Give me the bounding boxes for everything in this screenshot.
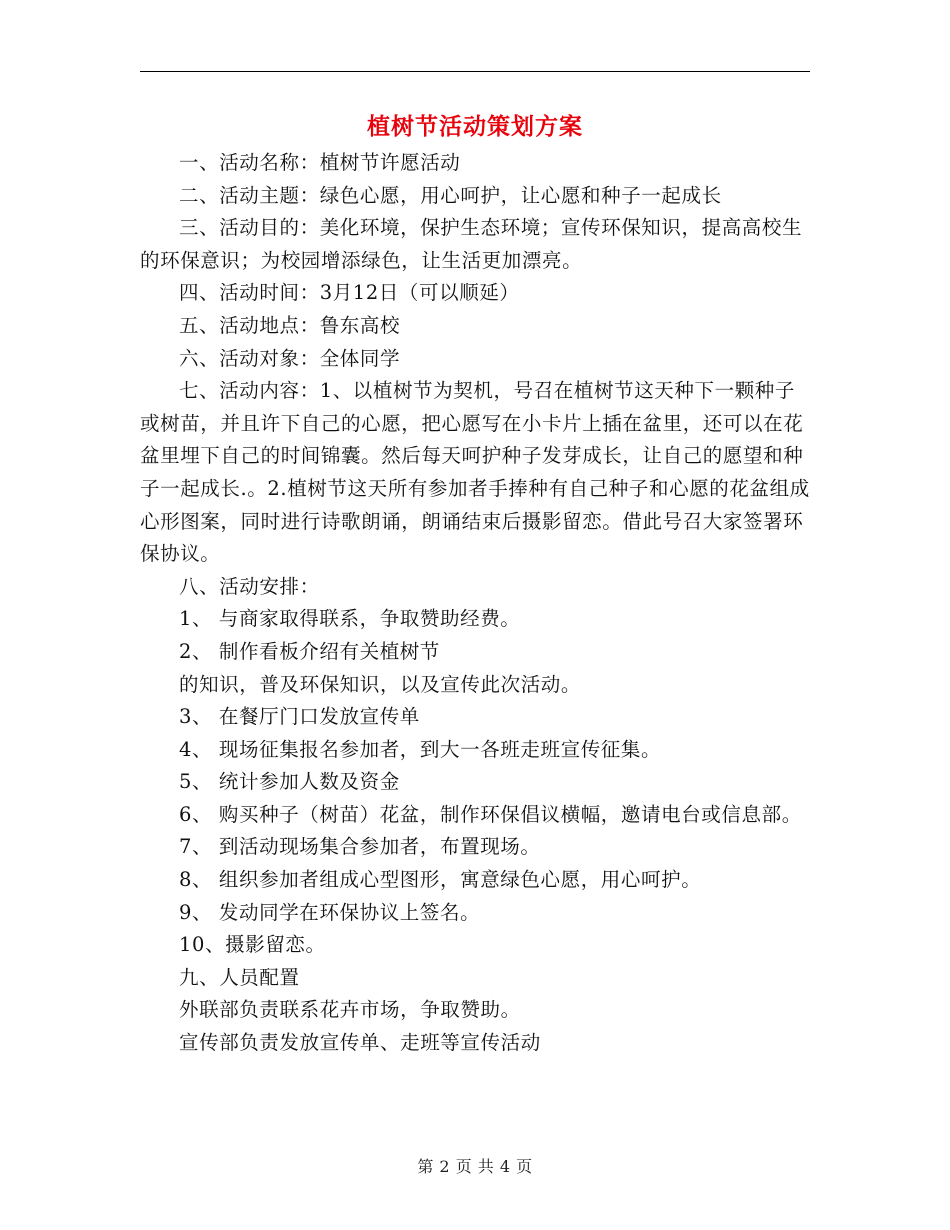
list-item: 5、 统计参加人数及资金	[179, 770, 400, 794]
list-item-continuation: 的知识，普及环保知识，以及宣传此次活动。	[179, 672, 582, 696]
paragraph-arrangement-heading: 八、活动安排：	[179, 574, 320, 598]
paragraph-activity-purpose: 三、活动目的：美化环境，保护生态环境；宣传环保知识，提高高校生的环保意识；为校园增添绿色，让生活更加漂亮。	[140, 216, 803, 272]
header-rule	[140, 71, 810, 72]
list-item: 1、 与商家取得联系，争取赞助经费。	[179, 607, 521, 631]
paragraph-activity-theme: 二、活动主题：绿色心愿，用心呵护，让心愿和种子一起成长	[179, 183, 722, 207]
paragraph-activity-name: 一、活动名称：植树节许愿活动	[179, 151, 461, 174]
list-item: 7、 到活动现场集合参加者，布置现场。	[179, 835, 541, 859]
list-item: 3、 在餐厅门口发放宣传单	[179, 705, 420, 729]
paragraph-activity-content: 七、活动内容：1、以植树节为契机，号召在植树节这天种下一颗种子或树苗，并且许下自己的心愿，把心愿写在小卡片上插在盆里，还可以在花盆里埋下自己的时间锦囊。然后每天呵护种子发芽成长，让自己的愿望和种子一起成长.。2.植树节这天所有参加者手捧种有自己种子和心愿的花盆组成心形图案，同时进行诗歌朗诵，朗诵结束后摄影留恋。借此号召大家签署环保协议。	[140, 379, 810, 566]
paragraph-activity-audience: 六、活动对象：全体同学	[179, 346, 401, 370]
paragraph-staffing-heading: 九、人员配置	[179, 965, 300, 989]
list-item: 10、摄影留恋。	[179, 933, 326, 957]
paragraph-activity-location: 五、活动地点：鲁东高校	[179, 313, 401, 337]
document-title: 植树节活动策划方案	[367, 113, 583, 140]
paragraph-staffing-liaison: 外联部负责联系花卉市场，争取赞助。	[179, 998, 521, 1022]
paragraph-staffing-publicity: 宣传部负责发放宣传单、走班等宣传活动	[179, 1031, 541, 1055]
list-item: 9、 发动同学在环保协议上签名。	[179, 900, 481, 924]
document-body	[140, 147, 812, 1060]
paragraph-activity-time: 四、活动时间：3月12日（可以顺延）	[179, 281, 520, 305]
list-item: 4、 现场征集报名参加者，到大一各班走班宣传征集。	[179, 737, 662, 761]
list-item: 6、 购买种子（树苗）花盆，制作环保倡议横幅，邀请电台或信息部。	[179, 802, 802, 826]
page-number: 第 2 页 共 4 页	[417, 1157, 533, 1176]
list-item: 2、 制作看板介绍有关植树节	[179, 639, 441, 663]
list-item: 8、 组织参加者组成心型图形，寓意绿色心愿，用心呵护。	[179, 868, 702, 892]
